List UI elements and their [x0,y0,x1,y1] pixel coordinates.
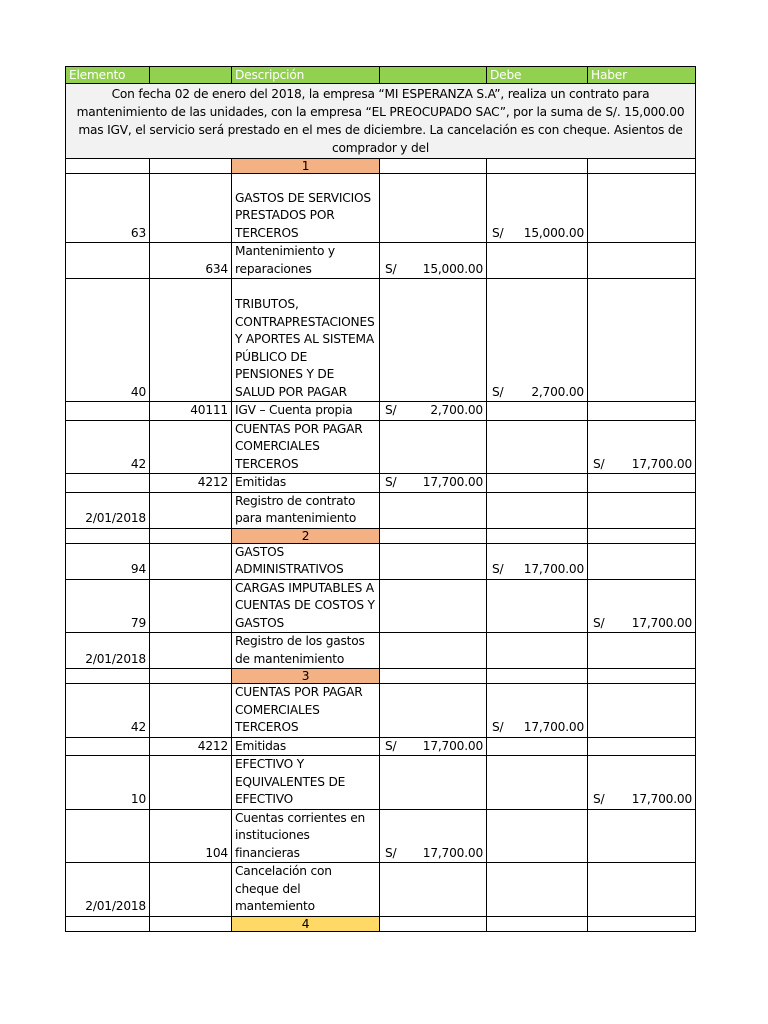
cell[interactable] [380,420,487,474]
subaccount-code[interactable]: 104 [150,809,232,863]
amount-cell[interactable] [380,402,487,421]
cell[interactable] [487,809,588,863]
cell[interactable] [487,492,588,528]
cell[interactable] [380,174,487,243]
debe-amount: 17,700.00 [523,562,584,576]
entry-date[interactable]: 2/01/2018 [66,492,150,528]
debe-amount: 17,700.00 [523,720,584,734]
table-row [66,543,696,579]
entry-row [66,916,696,931]
amount: 17,700.00 [422,738,483,753]
account-description[interactable]: Emitidas [232,474,380,493]
haber-cell[interactable] [588,579,696,633]
cell[interactable] [380,684,487,738]
amount: 15,000.00 [422,261,483,276]
account-description[interactable]: EFECTIVO Y EQUIVALENTES DE EFECTIVO [232,756,380,810]
statement-row [66,84,696,159]
haber-amount: 17,700.00 [631,615,692,630]
table-row [66,492,696,528]
cell[interactable] [588,159,696,174]
subaccount-code[interactable]: 40111 [150,402,232,421]
entry-gloss[interactable]: Cancelación con cheque del mantemiento [232,863,380,917]
cell[interactable] [66,159,150,174]
cell[interactable] [380,916,487,931]
debe-cell[interactable] [487,174,588,243]
cell[interactable] [588,402,696,421]
currency-symbol: S/ [593,456,605,471]
entry-date[interactable]: 2/01/2018 [66,633,150,669]
cell[interactable] [66,474,150,493]
debe-amount: 15,000.00 [523,225,584,240]
haber-cell[interactable] [588,420,696,474]
cell[interactable] [487,669,588,684]
account-description[interactable]: Mantenimiento y reparaciones [232,243,380,279]
cell[interactable] [487,420,588,474]
cell[interactable] [487,402,588,421]
cell[interactable] [487,633,588,669]
cell[interactable] [487,863,588,917]
header-blank-cell[interactable] [380,67,487,84]
entry-row [66,528,696,543]
account-description[interactable]: GASTOS DE SERVICIOS PRESTADOS POR TERCEROS [232,174,380,243]
currency-symbol: S/ [385,261,397,276]
cell[interactable] [380,159,487,174]
currency-symbol: S/ [385,403,397,417]
account-description[interactable]: Emitidas [232,737,380,756]
cell[interactable] [150,543,232,579]
amount-cell[interactable] [380,809,487,863]
cell[interactable] [150,684,232,738]
cell[interactable] [150,492,232,528]
header-blank-cell[interactable] [150,67,232,84]
cell[interactable] [588,528,696,543]
haber-amount: 17,700.00 [631,792,692,806]
amount-cell[interactable] [380,474,487,493]
account-description[interactable]: IGV – Cuenta propia [232,402,380,421]
account-description[interactable]: CARGAS IMPUTABLES A CUENTAS DE COSTOS Y GASTOS [232,579,380,633]
amount-cell[interactable] [380,737,487,756]
cell[interactable] [66,809,150,863]
account-description[interactable]: TRIBUTOS, CONTRAPRESTACIONES Y APORTES AL SISTEMA PÚBLICO DE PENSIONES Y DE SALUD POR PAGAR [232,279,380,402]
table-row [66,684,696,738]
cell[interactable] [487,474,588,493]
currency-symbol: S/ [492,384,504,399]
debe-cell[interactable] [487,279,588,402]
cell[interactable] [380,279,487,402]
cell[interactable] [380,579,487,633]
cell[interactable] [588,243,696,279]
cell[interactable] [380,492,487,528]
element-code[interactable]: 94 [66,543,150,579]
entry-number-4[interactable]: 4 [232,916,380,931]
table-row [66,279,696,402]
cell[interactable] [588,474,696,493]
cell[interactable] [487,916,588,931]
table-row [66,579,696,633]
table-row [66,402,696,421]
table-row [66,243,696,279]
cell[interactable] [588,633,696,669]
cell[interactable] [588,863,696,917]
cell[interactable] [487,159,588,174]
cell[interactable] [66,669,150,684]
currency-symbol: S/ [385,738,397,753]
cell[interactable] [588,737,696,756]
subaccount-code[interactable]: 4212 [150,737,232,756]
header-haber[interactable]: Haber [588,67,696,84]
currency-symbol: S/ [385,845,397,860]
cell[interactable] [588,669,696,684]
cell[interactable] [150,420,232,474]
account-description[interactable]: CUENTAS POR PAGAR COMERCIALES TERCEROS [232,684,380,738]
cell[interactable] [380,756,487,810]
cell[interactable] [150,279,232,402]
entry-number-2[interactable]: 2 [232,528,380,543]
cell[interactable] [380,669,487,684]
entry-gloss[interactable]: Registro de los gastos de mantenimiento [232,633,380,669]
debe-amount: 2,700.00 [531,384,584,399]
cell[interactable] [588,492,696,528]
subaccount-code[interactable]: 634 [150,243,232,279]
cell[interactable] [150,863,232,917]
cell[interactable] [588,543,696,579]
cell[interactable] [588,684,696,738]
amount: 17,700.00 [422,845,483,860]
cell[interactable] [150,756,232,810]
header-debe[interactable]: Debe [487,67,588,84]
currency-symbol: S/ [492,225,504,240]
element-code[interactable]: 40 [66,279,150,402]
debe-cell[interactable] [487,543,588,579]
cell[interactable] [380,543,487,579]
amount: 2,700.00 [430,403,483,417]
table-row [66,809,696,863]
entry-date[interactable]: 2/01/2018 [66,863,150,917]
cell[interactable] [150,633,232,669]
entry-number-3[interactable]: 3 [232,669,380,684]
cell[interactable] [487,737,588,756]
currency-symbol: S/ [593,615,605,630]
entry-row [66,159,696,174]
amount: 17,700.00 [422,475,483,489]
element-code[interactable]: 79 [66,579,150,633]
account-description[interactable]: GASTOS ADMINISTRATIVOS [232,543,380,579]
cell[interactable] [380,528,487,543]
cell[interactable] [588,916,696,931]
cell[interactable] [150,579,232,633]
currency-symbol: S/ [593,792,605,806]
cell[interactable] [66,916,150,931]
cell[interactable] [588,174,696,243]
cell[interactable] [588,809,696,863]
haber-cell[interactable] [588,756,696,810]
cell[interactable] [150,916,232,931]
currency-symbol: S/ [492,562,504,576]
table-row [66,474,696,493]
haber-amount: 17,700.00 [631,456,692,471]
cell[interactable] [66,402,150,421]
cell[interactable] [487,756,588,810]
entry-number-1[interactable]: 1 [232,159,380,174]
cell[interactable] [66,737,150,756]
amount-cell[interactable] [380,243,487,279]
cell[interactable] [66,528,150,543]
cell[interactable] [380,633,487,669]
header-elemento[interactable]: Elemento [66,67,150,84]
cell[interactable] [150,528,232,543]
debe-cell[interactable] [487,684,588,738]
table-row [66,420,696,474]
element-code[interactable]: 42 [66,684,150,738]
table-row [66,863,696,917]
journal-table [65,66,696,932]
element-code[interactable]: 63 [66,174,150,243]
table-row [66,756,696,810]
account-description[interactable]: CUENTAS POR PAGAR COMERCIALES TERCEROS [232,420,380,474]
cell[interactable] [150,174,232,243]
element-code[interactable]: 42 [66,420,150,474]
header-descripcion[interactable]: Descripción [232,67,380,84]
cell[interactable] [66,243,150,279]
header-row [66,67,696,84]
element-code[interactable]: 10 [66,756,150,810]
cell[interactable] [150,669,232,684]
cell[interactable] [487,528,588,543]
subaccount-code[interactable]: 4212 [150,474,232,493]
account-description[interactable]: Cuentas corrientes en instituciones financieras [232,809,380,863]
table-row [66,737,696,756]
table-row [66,633,696,669]
entry-row [66,669,696,684]
currency-symbol: S/ [492,720,504,734]
cell[interactable] [150,159,232,174]
cell[interactable] [588,279,696,402]
cell[interactable] [487,243,588,279]
problem-statement[interactable]: Con fecha 02 de enero del 2018, la empresa “MI ESPERANZA S.A”, realiza un contrato para mantenimiento de las unidades, con la empresa “EL PREOCUPADO SAC”, por la suma de S/. 15,000.00 mas IGV, el servicio será prestado en el mes de diciembre. La cancelación es con cheque. Asientos de comprador y del [66,84,696,159]
cell[interactable] [487,579,588,633]
currency-symbol: S/ [385,475,397,489]
entry-gloss[interactable]: Registro de contrato para mantenimiento [232,492,380,528]
cell[interactable] [380,863,487,917]
table-row [66,174,696,243]
